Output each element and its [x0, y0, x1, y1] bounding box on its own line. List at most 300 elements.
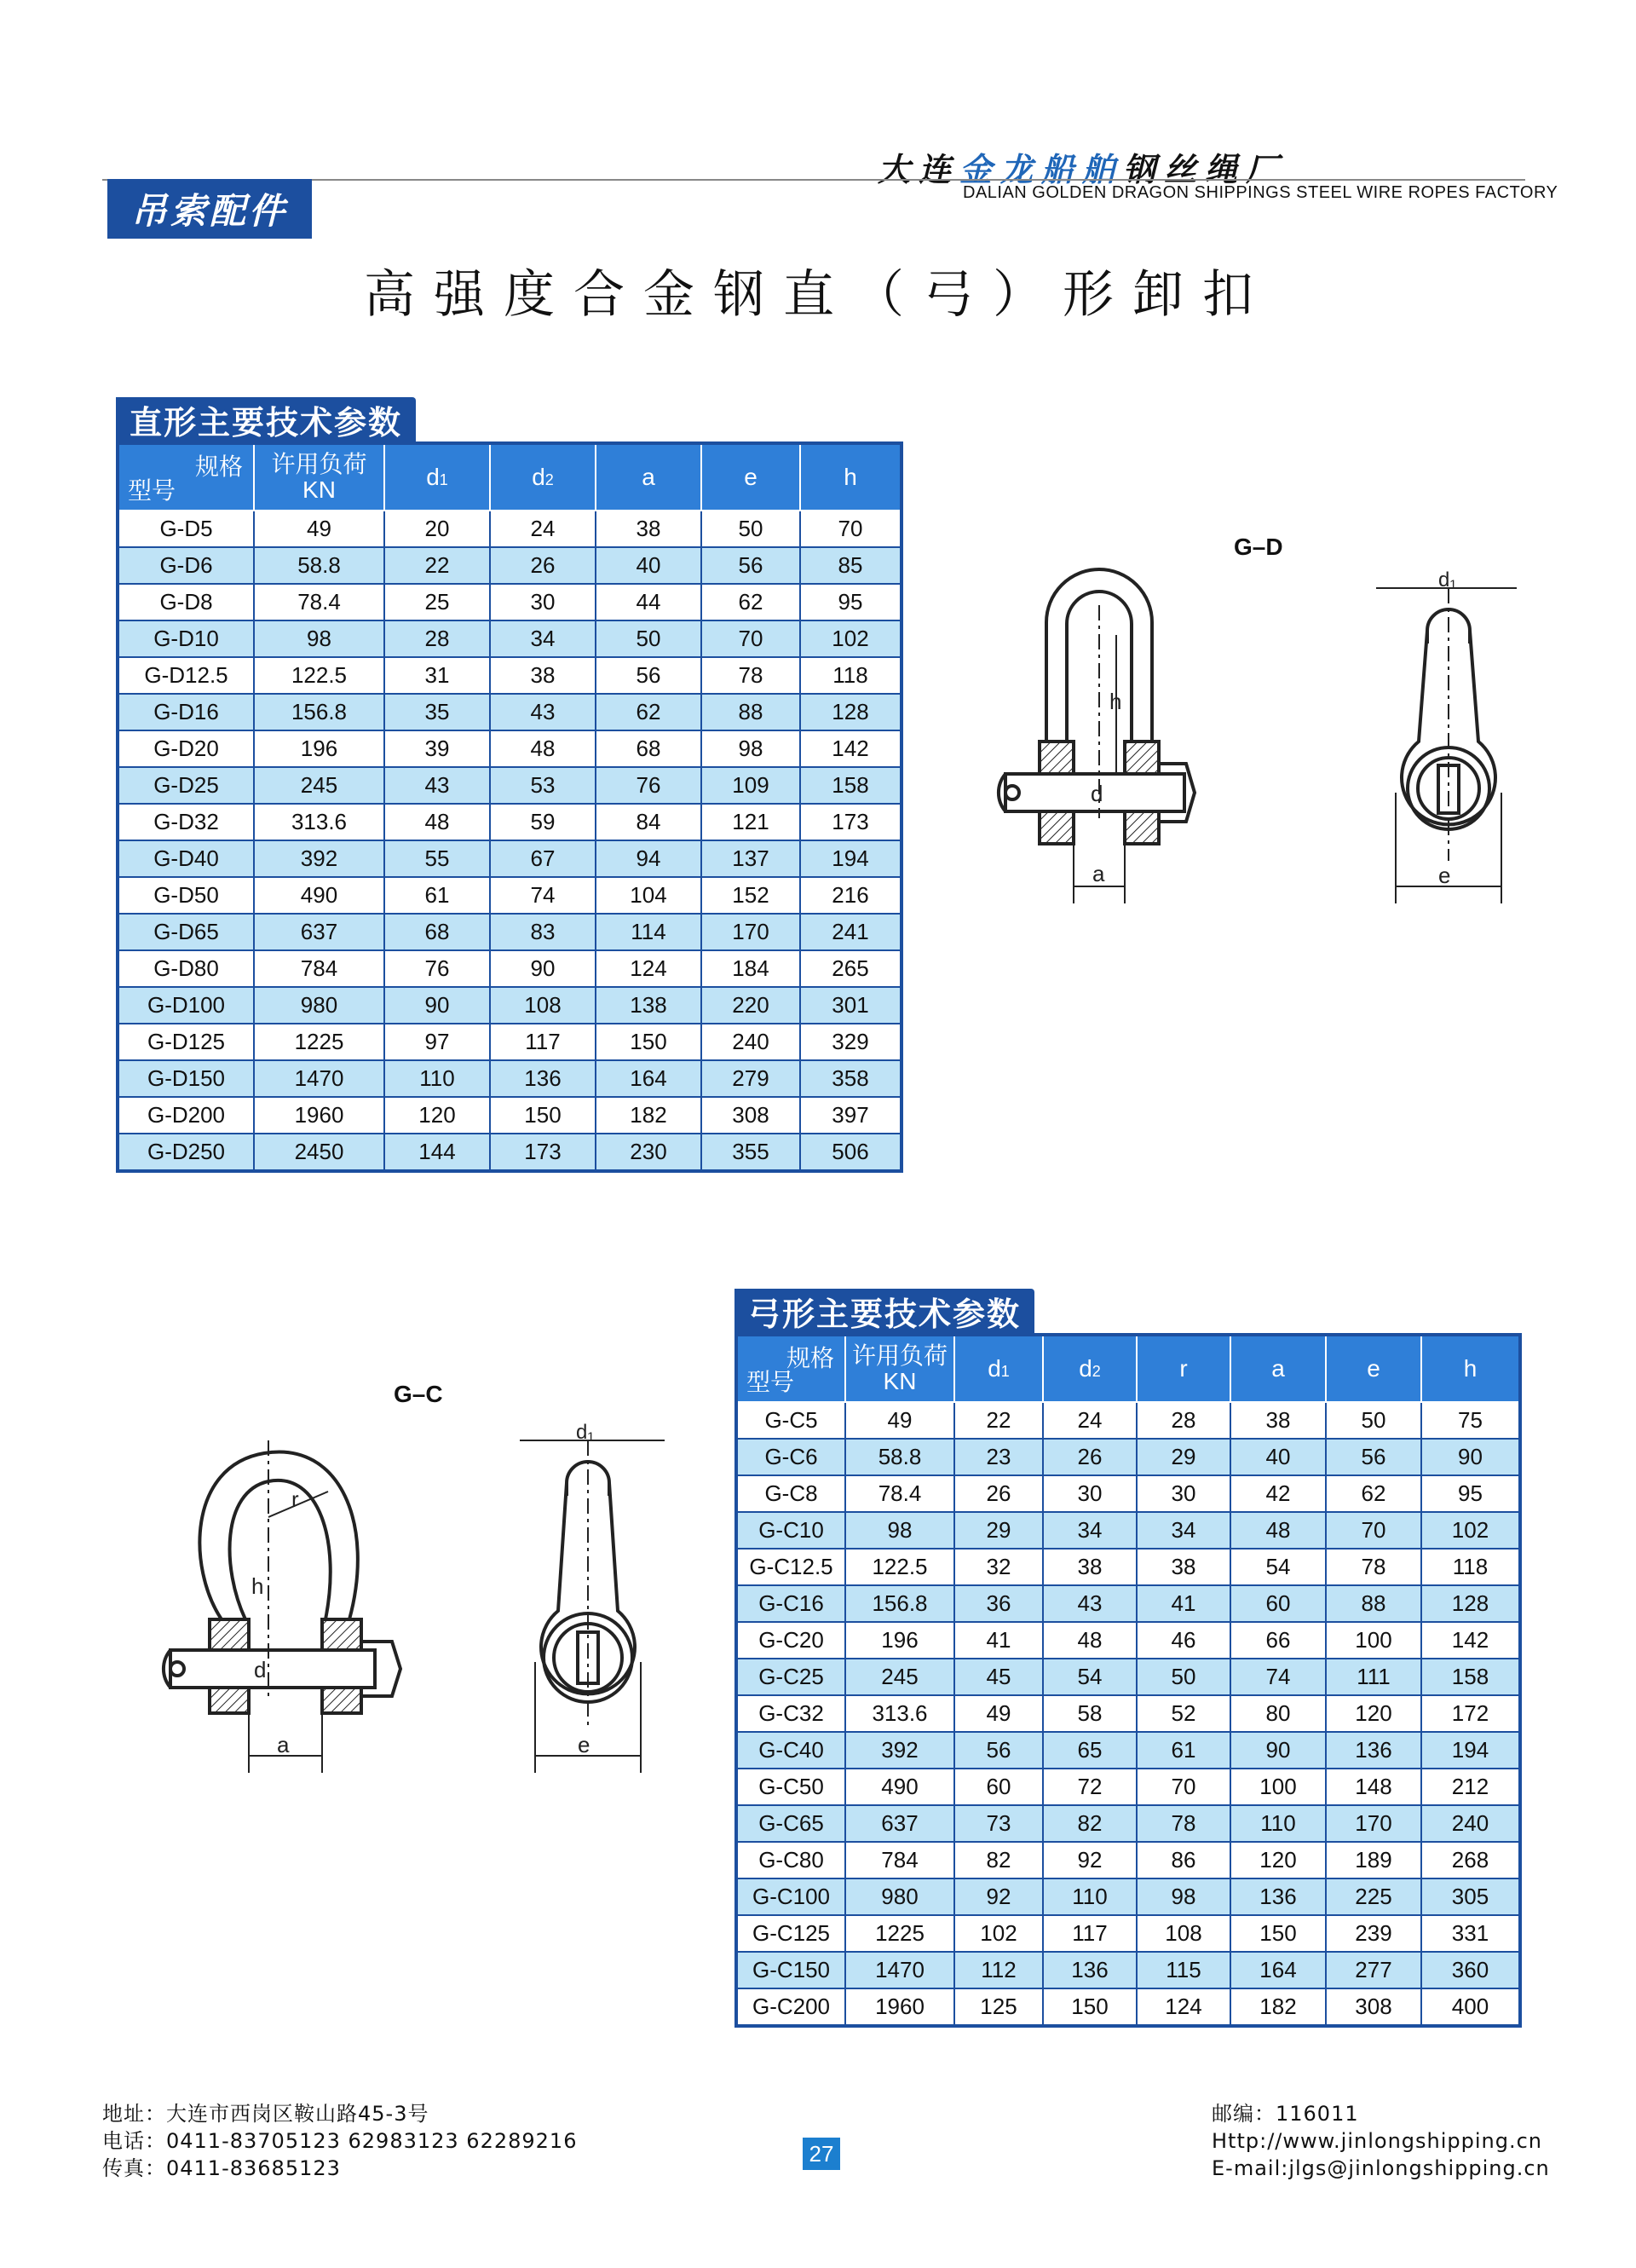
gc-dim-d: d [254, 1657, 267, 1682]
gd-dim-d1: d₁ [1438, 568, 1457, 592]
header-d2 [1043, 1335, 1137, 1402]
gd-dim-h: h [1109, 689, 1122, 714]
cell-d2: 108 [490, 987, 596, 1024]
cell-h: 90 [1421, 1439, 1520, 1475]
cell-e: 277 [1326, 1952, 1421, 1988]
cell-d1: 26 [954, 1475, 1043, 1512]
cell-h: 194 [1421, 1732, 1520, 1769]
header-d2-sub: 2 [544, 471, 554, 488]
cell-model: G-C8 [736, 1475, 845, 1512]
cell-h: 305 [1421, 1878, 1520, 1915]
cell-h: 329 [800, 1024, 902, 1060]
page-number: 27 [803, 2138, 840, 2170]
cell-model: G-D32 [118, 804, 254, 840]
table-row [736, 1952, 1520, 1988]
cell-r: 124 [1137, 1988, 1230, 2026]
cell-load: 98 [254, 620, 384, 657]
cell-d1: 29 [954, 1512, 1043, 1549]
cell-d2: 90 [490, 950, 596, 987]
cell-e: 137 [701, 840, 800, 877]
cell-e: 100 [1326, 1622, 1421, 1659]
header-a: a [1230, 1335, 1326, 1402]
cell-h: 172 [1421, 1695, 1520, 1732]
cell-a: 40 [596, 547, 701, 584]
table-row [118, 584, 902, 620]
cell-e: 220 [701, 987, 800, 1024]
cell-h: 265 [800, 950, 902, 987]
cell-d1: 32 [954, 1549, 1043, 1585]
header-divider [102, 179, 1525, 181]
cell-e: 70 [701, 620, 800, 657]
cell-h: 331 [1421, 1915, 1520, 1952]
header-spec-label: 规格 [194, 453, 243, 480]
header-d1 [384, 443, 490, 511]
gd-dim-d: d [1091, 781, 1103, 806]
cell-model: G-D150 [118, 1060, 254, 1097]
cell-d2: 67 [490, 840, 596, 877]
cell-d2: 34 [1043, 1512, 1137, 1549]
cell-d1: 22 [384, 547, 490, 584]
cell-d2: 24 [1043, 1402, 1137, 1439]
bow-spec-table [734, 1333, 1522, 2028]
cell-h: 95 [1421, 1475, 1520, 1512]
cell-load: 122.5 [845, 1549, 954, 1585]
header-load-line1: 许用负荷 [271, 451, 367, 477]
cell-model: G-D65 [118, 914, 254, 950]
table-row [736, 1988, 1520, 2026]
cell-a: 230 [596, 1134, 701, 1171]
cell-h: 95 [800, 584, 902, 620]
cell-d2: 34 [490, 620, 596, 657]
cell-r: 28 [1137, 1402, 1230, 1439]
cell-r: 50 [1137, 1659, 1230, 1695]
cell-a: 84 [596, 804, 701, 840]
cell-a: 182 [1230, 1988, 1326, 2026]
cell-d2: 74 [490, 877, 596, 914]
table-row [118, 547, 902, 584]
header-d2-sub: 2 [1092, 1363, 1101, 1380]
cell-model: G-C65 [736, 1805, 845, 1842]
cell-d1: 31 [384, 657, 490, 694]
cell-load: 637 [254, 914, 384, 950]
cell-e: 308 [701, 1097, 800, 1134]
table-row [118, 694, 902, 730]
table-row [736, 1769, 1520, 1805]
cell-load: 980 [254, 987, 384, 1024]
cell-model: G-D5 [118, 511, 254, 547]
cell-e: 170 [1326, 1805, 1421, 1842]
page-title: 高强度合金钢直（弓）形卸扣 [364, 265, 1272, 325]
company-name-cn-highlight: 金龙船舶 [959, 151, 1124, 188]
cell-d2: 110 [1043, 1878, 1137, 1915]
header-d1-sub: 1 [1000, 1363, 1010, 1380]
cell-model: G-C5 [736, 1402, 845, 1439]
cell-h: 358 [800, 1060, 902, 1097]
cell-h: 85 [800, 547, 902, 584]
section-tag: 吊索配件 [107, 179, 312, 239]
cell-model: G-D200 [118, 1097, 254, 1134]
cell-model: G-C50 [736, 1769, 845, 1805]
cell-load: 156.8 [845, 1585, 954, 1622]
cell-e: 56 [701, 547, 800, 584]
cell-d2: 30 [1043, 1475, 1137, 1512]
cell-d1: 61 [384, 877, 490, 914]
header-d2-base: d [1079, 1355, 1092, 1382]
cell-e: 56 [1326, 1439, 1421, 1475]
cell-model: G-D16 [118, 694, 254, 730]
table-row [736, 1439, 1520, 1475]
cell-load: 1960 [845, 1988, 954, 2026]
cell-d1: 23 [954, 1439, 1043, 1475]
cell-model: G-C10 [736, 1512, 845, 1549]
cell-model: G-D80 [118, 950, 254, 987]
cell-r: 115 [1137, 1952, 1230, 1988]
cell-r: 86 [1137, 1842, 1230, 1878]
cell-d2: 38 [490, 657, 596, 694]
cell-d1: 112 [954, 1952, 1043, 1988]
gc-front-view [164, 1440, 400, 1773]
cell-r: 98 [1137, 1878, 1230, 1915]
cell-d2: 82 [1043, 1805, 1137, 1842]
cell-e: 225 [1326, 1878, 1421, 1915]
cell-r: 29 [1137, 1439, 1230, 1475]
cell-h: 102 [1421, 1512, 1520, 1549]
table-row [118, 1097, 902, 1134]
cell-d1: 76 [384, 950, 490, 987]
cell-load: 58.8 [845, 1439, 954, 1475]
cell-a: 68 [596, 730, 701, 767]
footer-address: 地址：大连市西岗区鞍山路45-3号 [102, 2102, 429, 2126]
cell-e: 152 [701, 877, 800, 914]
cell-e: 189 [1326, 1842, 1421, 1878]
cell-h: 75 [1421, 1402, 1520, 1439]
cell-load: 98 [845, 1512, 954, 1549]
cell-d2: 43 [1043, 1585, 1137, 1622]
table-row [118, 840, 902, 877]
cell-d1: 25 [384, 584, 490, 620]
cell-a: 38 [1230, 1402, 1326, 1439]
cell-a: 138 [596, 987, 701, 1024]
cell-h: 158 [1421, 1659, 1520, 1695]
straight-spec-table [116, 441, 903, 1173]
gc-dim-e: e [578, 1732, 590, 1757]
cell-h: 301 [800, 987, 902, 1024]
cell-load: 58.8 [254, 547, 384, 584]
cell-h: 194 [800, 840, 902, 877]
cell-load: 490 [254, 877, 384, 914]
cell-a: 104 [596, 877, 701, 914]
footer-email[interactable]: E-mail:jlgs@jinlongshipping.cn [1212, 2156, 1550, 2180]
cell-h: 397 [800, 1097, 902, 1134]
cell-d1: 55 [384, 840, 490, 877]
cell-e: 355 [701, 1134, 800, 1171]
cell-d1: 20 [384, 511, 490, 547]
cell-load: 78.4 [254, 584, 384, 620]
cell-d1: 144 [384, 1134, 490, 1171]
header-load-line2: KN [883, 1368, 917, 1394]
cell-e: 170 [701, 914, 800, 950]
table-row [118, 950, 902, 987]
cell-d2: 26 [490, 547, 596, 584]
cell-h: 118 [800, 657, 902, 694]
cell-load: 196 [845, 1622, 954, 1659]
cell-r: 41 [1137, 1585, 1230, 1622]
cell-load: 784 [845, 1842, 954, 1878]
header-d2 [490, 443, 596, 511]
cell-model: G-D8 [118, 584, 254, 620]
cell-r: 30 [1137, 1475, 1230, 1512]
cell-e: 98 [701, 730, 800, 767]
table-row [736, 1842, 1520, 1878]
cell-a: 150 [596, 1024, 701, 1060]
cell-load: 1225 [254, 1024, 384, 1060]
cell-d2: 48 [1043, 1622, 1137, 1659]
table-header-row [736, 1335, 1520, 1402]
cell-e: 50 [701, 511, 800, 547]
cell-a: 42 [1230, 1475, 1326, 1512]
cell-h: 212 [1421, 1769, 1520, 1805]
cell-d2: 24 [490, 511, 596, 547]
table-row [736, 1878, 1520, 1915]
cell-h: 142 [1421, 1622, 1520, 1659]
cell-r: 34 [1137, 1512, 1230, 1549]
cell-model: G-C40 [736, 1732, 845, 1769]
cell-d2: 173 [490, 1134, 596, 1171]
cell-e: 136 [1326, 1732, 1421, 1769]
cell-model: G-D12.5 [118, 657, 254, 694]
cell-a: 182 [596, 1097, 701, 1134]
gd-side-view [1376, 588, 1517, 903]
cell-d1: 97 [384, 1024, 490, 1060]
footer-website[interactable]: Http://www.jinlongshipping.cn [1212, 2129, 1543, 2153]
cell-h: 118 [1421, 1549, 1520, 1585]
cell-a: 54 [1230, 1549, 1326, 1585]
gd-shackle-diagram [988, 563, 1534, 920]
cell-load: 490 [845, 1769, 954, 1805]
footer-contact-left [102, 2100, 577, 2182]
gd-dim-a: a [1092, 861, 1105, 886]
cell-d2: 59 [490, 804, 596, 840]
header-spec-model [736, 1335, 845, 1402]
header-d1-base: d [426, 464, 440, 490]
cell-d2: 136 [490, 1060, 596, 1097]
cell-d1: 68 [384, 914, 490, 950]
cell-d2: 136 [1043, 1952, 1137, 1988]
cell-h: 506 [800, 1134, 902, 1171]
cell-r: 70 [1137, 1769, 1230, 1805]
table-row [118, 914, 902, 950]
header-h: h [800, 443, 902, 511]
cell-a: 74 [1230, 1659, 1326, 1695]
gc-dim-h: h [251, 1573, 264, 1599]
header-load [254, 443, 384, 511]
cell-d2: 150 [490, 1097, 596, 1134]
cell-e: 240 [701, 1024, 800, 1060]
gc-diagram-label: G–C [394, 1381, 443, 1407]
cell-load: 313.6 [254, 804, 384, 840]
cell-e: 109 [701, 767, 800, 804]
cell-d2: 54 [1043, 1659, 1137, 1695]
cell-model: G-C32 [736, 1695, 845, 1732]
cell-h: 216 [800, 877, 902, 914]
cell-e: 111 [1326, 1659, 1421, 1695]
cell-a: 48 [1230, 1512, 1326, 1549]
cell-h: 128 [1421, 1585, 1520, 1622]
cell-d2: 150 [1043, 1988, 1137, 2026]
cell-r: 78 [1137, 1805, 1230, 1842]
cell-a: 164 [1230, 1952, 1326, 1988]
table-row [118, 767, 902, 804]
cell-d1: 56 [954, 1732, 1043, 1769]
cell-d2: 38 [1043, 1549, 1137, 1585]
cell-load: 392 [845, 1732, 954, 1769]
cell-load: 122.5 [254, 657, 384, 694]
gd-diagram-label: G–D [1234, 534, 1283, 560]
cell-model: G-D20 [118, 730, 254, 767]
cell-model: G-C80 [736, 1842, 845, 1878]
table-row [736, 1659, 1520, 1695]
cell-d1: 49 [954, 1695, 1043, 1732]
cell-d1: 39 [384, 730, 490, 767]
company-name-cn-post: 钢丝绳厂 [1123, 151, 1287, 188]
cell-d1: 92 [954, 1878, 1043, 1915]
cell-a: 114 [596, 914, 701, 950]
cell-h: 142 [800, 730, 902, 767]
cell-e: 62 [701, 584, 800, 620]
table-row [118, 1134, 902, 1171]
cell-r: 52 [1137, 1695, 1230, 1732]
cell-model: G-C20 [736, 1622, 845, 1659]
cell-d1: 22 [954, 1402, 1043, 1439]
cell-e: 121 [701, 804, 800, 840]
cell-model: G-C200 [736, 1988, 845, 2026]
gc-shackle-diagram [136, 1415, 682, 1790]
cell-d2: 30 [490, 584, 596, 620]
company-name-en: DALIAN GOLDEN DRAGON SHIPPINGS STEEL WIRE ROPES FACTORY [963, 183, 1558, 202]
table-row [736, 1695, 1520, 1732]
cell-d2: 43 [490, 694, 596, 730]
cell-a: 50 [596, 620, 701, 657]
cell-load: 49 [254, 511, 384, 547]
gd-front-view [999, 569, 1195, 903]
cell-d2: 92 [1043, 1842, 1137, 1878]
cell-d1: 36 [954, 1585, 1043, 1622]
header-h: h [1421, 1335, 1520, 1402]
gd-dim-e: e [1438, 863, 1451, 888]
cell-d1: 90 [384, 987, 490, 1024]
cell-load: 78.4 [845, 1475, 954, 1512]
cell-model: G-C16 [736, 1585, 845, 1622]
cell-load: 784 [254, 950, 384, 987]
table-row [118, 1060, 902, 1097]
gc-side-view [520, 1440, 665, 1773]
cell-a: 124 [596, 950, 701, 987]
cell-d1: 60 [954, 1769, 1043, 1805]
table-header-row [118, 443, 902, 511]
cell-d1: 35 [384, 694, 490, 730]
cell-h: 360 [1421, 1952, 1520, 1988]
table-row [736, 1732, 1520, 1769]
cell-model: G-C100 [736, 1878, 845, 1915]
cell-e: 50 [1326, 1402, 1421, 1439]
cell-model: G-D50 [118, 877, 254, 914]
cell-h: 241 [800, 914, 902, 950]
cell-d1: 28 [384, 620, 490, 657]
cell-e: 70 [1326, 1512, 1421, 1549]
cell-d2: 26 [1043, 1439, 1137, 1475]
cell-d1: 120 [384, 1097, 490, 1134]
cell-e: 279 [701, 1060, 800, 1097]
cell-load: 1470 [254, 1060, 384, 1097]
cell-d2: 48 [490, 730, 596, 767]
table-row [736, 1549, 1520, 1585]
cell-model: G-C125 [736, 1915, 845, 1952]
cell-d1: 110 [384, 1060, 490, 1097]
cell-d1: 43 [384, 767, 490, 804]
cell-d2: 117 [1043, 1915, 1137, 1952]
cell-e: 62 [1326, 1475, 1421, 1512]
table-row [736, 1915, 1520, 1952]
cell-model: G-C150 [736, 1952, 845, 1988]
table-row [118, 877, 902, 914]
cell-a: 38 [596, 511, 701, 547]
cell-d1: 73 [954, 1805, 1043, 1842]
cell-a: 110 [1230, 1805, 1326, 1842]
cell-d2: 117 [490, 1024, 596, 1060]
cell-a: 94 [596, 840, 701, 877]
header-load [845, 1335, 954, 1402]
bow-table-title: 弓形主要技术参数 [734, 1289, 1034, 1333]
cell-h: 102 [800, 620, 902, 657]
header-d1 [954, 1335, 1043, 1402]
header-d1-sub: 1 [439, 471, 448, 488]
header-d1-base: d [988, 1355, 1001, 1382]
cell-load: 245 [254, 767, 384, 804]
header-a: a [596, 443, 701, 511]
footer-phone: 电话：0411-83705123 62983123 62289216 [102, 2129, 578, 2153]
cell-a: 44 [596, 584, 701, 620]
cell-load: 49 [845, 1402, 954, 1439]
cell-e: 78 [701, 657, 800, 694]
cell-load: 1225 [845, 1915, 954, 1952]
cell-h: 128 [800, 694, 902, 730]
gc-dim-r: r [291, 1486, 299, 1512]
header-load-line2: KN [302, 476, 336, 503]
header-d2-base: d [532, 464, 545, 490]
header-e: e [1326, 1335, 1421, 1402]
cell-model: G-D125 [118, 1024, 254, 1060]
cell-model: G-D40 [118, 840, 254, 877]
cell-model: G-D100 [118, 987, 254, 1024]
cell-e: 88 [701, 694, 800, 730]
cell-h: 158 [800, 767, 902, 804]
cell-d1: 45 [954, 1659, 1043, 1695]
cell-e: 184 [701, 950, 800, 987]
table-row [736, 1512, 1520, 1549]
cell-a: 60 [1230, 1585, 1326, 1622]
cell-load: 392 [254, 840, 384, 877]
cell-d1: 125 [954, 1988, 1043, 2026]
table-row [736, 1402, 1520, 1439]
table-row [736, 1585, 1520, 1622]
cell-model: G-D25 [118, 767, 254, 804]
table-row [118, 804, 902, 840]
company-name-cn-pre: 大连 [878, 151, 960, 188]
cell-e: 308 [1326, 1988, 1421, 2026]
cell-d2: 72 [1043, 1769, 1137, 1805]
table-row [118, 987, 902, 1024]
cell-a: 90 [1230, 1732, 1326, 1769]
